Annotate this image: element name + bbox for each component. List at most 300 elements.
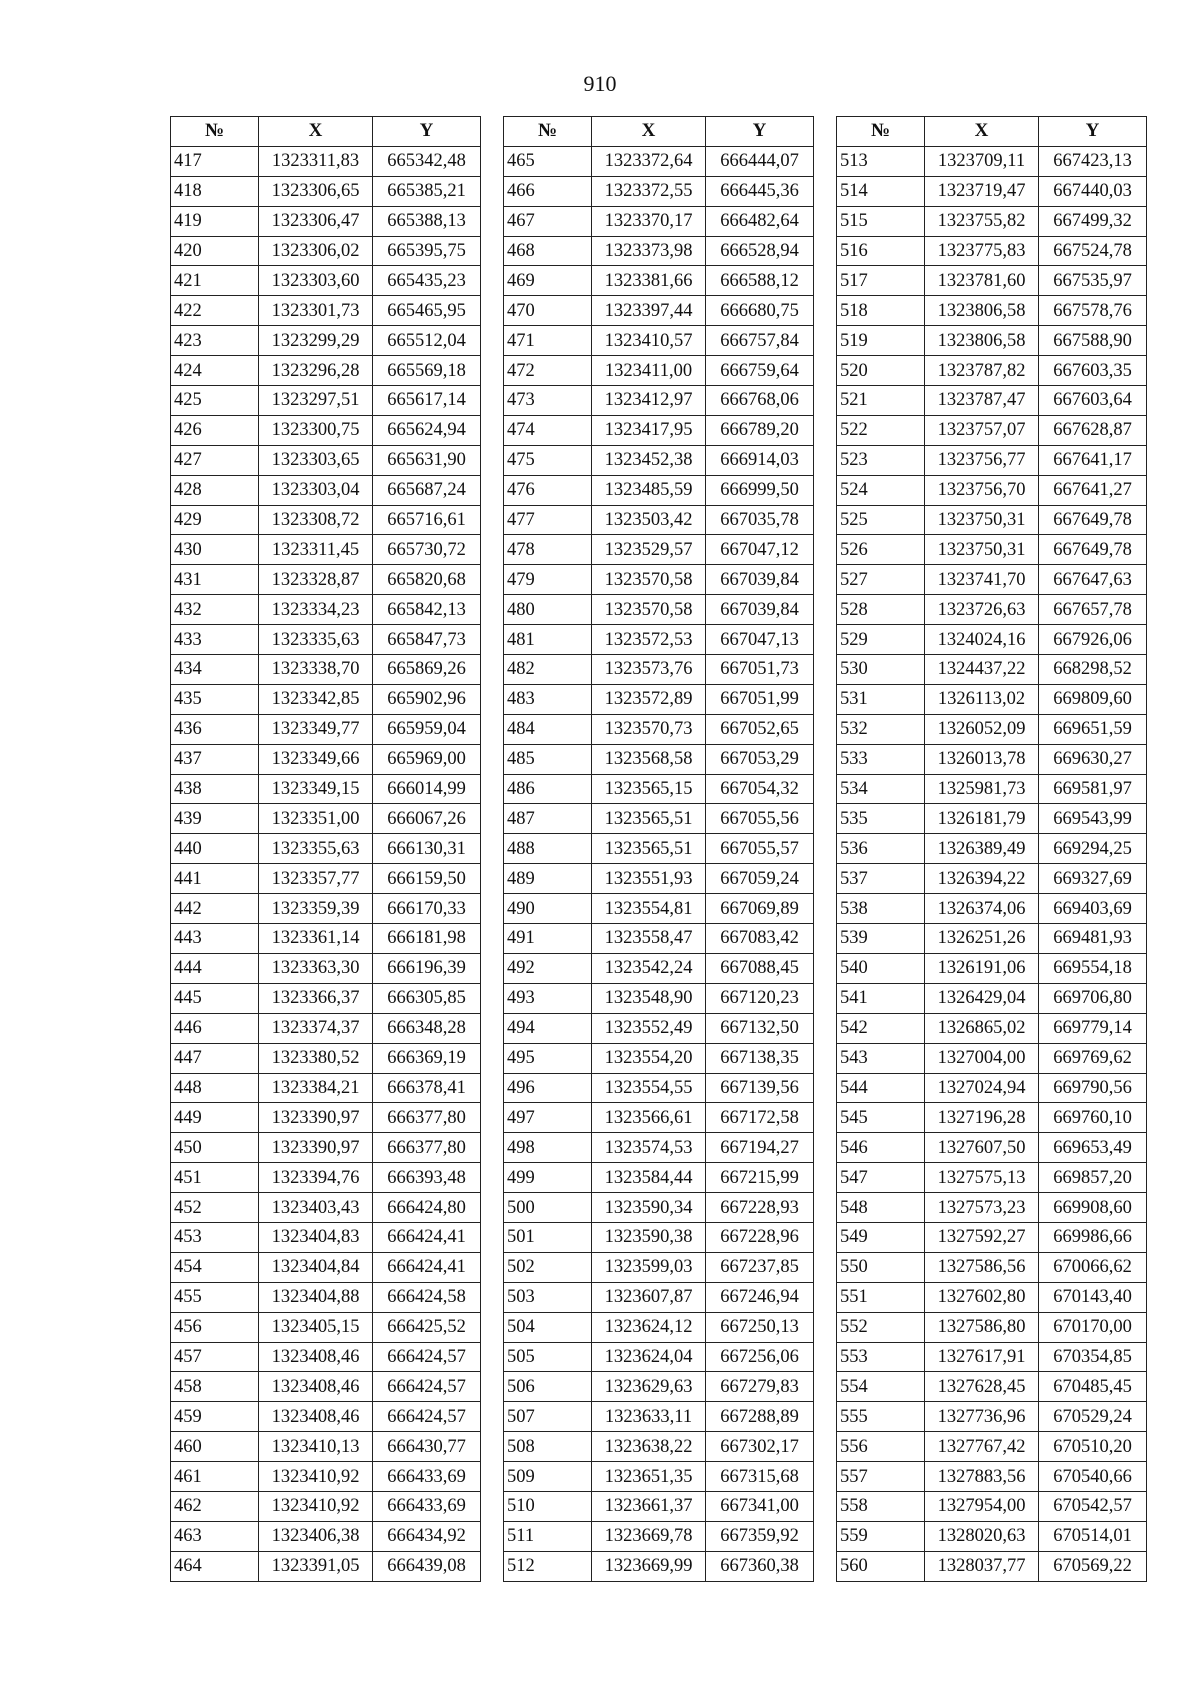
cell-number: 557 — [837, 1462, 925, 1492]
cell-y: 669986,66 — [1039, 1222, 1147, 1252]
cell-x: 1323306,47 — [259, 206, 373, 236]
table-row — [837, 625, 1147, 655]
cell-x: 1326394,22 — [925, 864, 1039, 894]
cell-y: 670529,24 — [1039, 1402, 1147, 1432]
cell-y: 665959,04 — [373, 714, 481, 744]
cell-y: 667499,32 — [1039, 206, 1147, 236]
cell-number: 480 — [504, 595, 592, 625]
cell-y: 665388,13 — [373, 206, 481, 236]
table-row — [171, 894, 481, 924]
table-row — [837, 1073, 1147, 1103]
cell-number: 452 — [171, 1193, 259, 1223]
cell-number: 444 — [171, 953, 259, 983]
cell-x: 1323390,97 — [259, 1103, 373, 1133]
cell-x: 1323394,76 — [259, 1163, 373, 1193]
cell-x: 1323370,17 — [592, 206, 706, 236]
cell-y: 667215,99 — [706, 1163, 814, 1193]
table-row — [171, 1402, 481, 1432]
cell-x: 1326113,02 — [925, 684, 1039, 714]
cell-y: 665716,61 — [373, 505, 481, 535]
table-row — [837, 595, 1147, 625]
table-row — [837, 1133, 1147, 1163]
cell-x: 1323373,98 — [592, 236, 706, 266]
cell-number: 482 — [504, 655, 592, 685]
cell-number: 551 — [837, 1282, 925, 1312]
cell-y: 665435,23 — [373, 266, 481, 296]
cell-y: 669779,14 — [1039, 1013, 1147, 1043]
cell-x: 1323726,63 — [925, 595, 1039, 625]
table-row — [504, 505, 814, 535]
table-row — [504, 445, 814, 475]
table-row — [504, 386, 814, 416]
cell-y: 665687,24 — [373, 475, 481, 505]
cell-x: 1326013,78 — [925, 744, 1039, 774]
cell-y: 667440,03 — [1039, 176, 1147, 206]
table-row — [837, 1013, 1147, 1043]
table-row — [504, 415, 814, 445]
cell-y: 667228,96 — [706, 1222, 814, 1252]
cell-x: 1323328,87 — [259, 565, 373, 595]
cell-number: 418 — [171, 176, 259, 206]
cell-y: 669706,80 — [1039, 983, 1147, 1013]
cell-y: 667647,63 — [1039, 565, 1147, 595]
cell-number: 462 — [171, 1491, 259, 1521]
cell-y: 670066,62 — [1039, 1252, 1147, 1282]
table-row — [171, 146, 481, 176]
cell-number: 506 — [504, 1372, 592, 1402]
cell-y: 666757,84 — [706, 326, 814, 356]
table-row — [837, 1163, 1147, 1193]
cell-y: 667055,57 — [706, 834, 814, 864]
cell-y: 666444,07 — [706, 146, 814, 176]
cell-x: 1323566,61 — [592, 1103, 706, 1133]
cell-number: 541 — [837, 983, 925, 1013]
table-row — [171, 1462, 481, 1492]
cell-x: 1325981,73 — [925, 774, 1039, 804]
cell-x: 1327607,50 — [925, 1133, 1039, 1163]
cell-x: 1323741,70 — [925, 565, 1039, 595]
table-row — [837, 953, 1147, 983]
cell-y: 667360,38 — [706, 1551, 814, 1581]
cell-number: 417 — [171, 146, 259, 176]
cell-x: 1323565,15 — [592, 774, 706, 804]
cell-number: 512 — [504, 1551, 592, 1581]
cell-x: 1323558,47 — [592, 924, 706, 954]
table-row — [837, 356, 1147, 386]
cell-y: 670170,00 — [1039, 1312, 1147, 1342]
cell-x: 1323381,66 — [592, 266, 706, 296]
cell-x: 1323397,44 — [592, 296, 706, 326]
cell-y: 666482,64 — [706, 206, 814, 236]
cell-y: 666067,26 — [373, 804, 481, 834]
cell-y: 666789,20 — [706, 415, 814, 445]
table-row — [171, 505, 481, 535]
cell-x: 1323306,02 — [259, 236, 373, 266]
cell-y: 666430,77 — [373, 1432, 481, 1462]
cell-y: 667250,13 — [706, 1312, 814, 1342]
table-row — [504, 176, 814, 206]
cell-number: 522 — [837, 415, 925, 445]
cell-x: 1323405,15 — [259, 1312, 373, 1342]
cell-number: 535 — [837, 804, 925, 834]
cell-number: 456 — [171, 1312, 259, 1342]
cell-y: 669857,20 — [1039, 1163, 1147, 1193]
cell-number: 534 — [837, 774, 925, 804]
table-row — [837, 714, 1147, 744]
table-row — [504, 1043, 814, 1073]
cell-number: 529 — [837, 625, 925, 655]
cell-y: 667246,94 — [706, 1282, 814, 1312]
cell-number: 469 — [504, 266, 592, 296]
cell-number: 498 — [504, 1133, 592, 1163]
cell-x: 1323584,44 — [592, 1163, 706, 1193]
cell-y: 667649,78 — [1039, 505, 1147, 535]
cell-number: 533 — [837, 744, 925, 774]
cell-x: 1323404,83 — [259, 1222, 373, 1252]
table-row — [837, 1193, 1147, 1223]
column-header-number: № — [837, 117, 925, 147]
table-row — [171, 475, 481, 505]
cell-x: 1323756,77 — [925, 445, 1039, 475]
table-row — [837, 1491, 1147, 1521]
cell-y: 667926,06 — [1039, 625, 1147, 655]
table-row — [504, 146, 814, 176]
cell-y: 667237,85 — [706, 1252, 814, 1282]
cell-number: 436 — [171, 714, 259, 744]
cell-number: 420 — [171, 236, 259, 266]
cell-y: 666170,33 — [373, 894, 481, 924]
cell-x: 1327575,13 — [925, 1163, 1039, 1193]
table-row — [837, 326, 1147, 356]
table-row — [171, 1252, 481, 1282]
coordinates-table-3 — [836, 116, 1147, 1582]
cell-number: 457 — [171, 1342, 259, 1372]
table-row — [837, 804, 1147, 834]
cell-number: 556 — [837, 1432, 925, 1462]
cell-number: 531 — [837, 684, 925, 714]
cell-number: 430 — [171, 535, 259, 565]
cell-y: 670514,01 — [1039, 1521, 1147, 1551]
cell-y: 667228,93 — [706, 1193, 814, 1223]
cell-number: 504 — [504, 1312, 592, 1342]
table-row — [171, 684, 481, 714]
cell-number: 470 — [504, 296, 592, 326]
cell-number: 507 — [504, 1402, 592, 1432]
cell-x: 1323554,20 — [592, 1043, 706, 1073]
cell-y: 666181,98 — [373, 924, 481, 954]
cell-number: 521 — [837, 386, 925, 416]
cell-x: 1323554,55 — [592, 1073, 706, 1103]
cell-y: 666369,19 — [373, 1043, 481, 1073]
cell-number: 451 — [171, 1163, 259, 1193]
cell-x: 1323380,52 — [259, 1043, 373, 1073]
cell-x: 1327736,96 — [925, 1402, 1039, 1432]
cell-x: 1323599,03 — [592, 1252, 706, 1282]
cell-number: 508 — [504, 1432, 592, 1462]
cell-y: 666439,08 — [373, 1551, 481, 1581]
cell-y: 667039,84 — [706, 565, 814, 595]
table-row — [504, 1103, 814, 1133]
cell-y: 665385,21 — [373, 176, 481, 206]
cell-number: 510 — [504, 1491, 592, 1521]
cell-number: 440 — [171, 834, 259, 864]
cell-number: 538 — [837, 894, 925, 924]
cell-x: 1326389,49 — [925, 834, 1039, 864]
cell-number: 524 — [837, 475, 925, 505]
cell-x: 1323750,31 — [925, 535, 1039, 565]
table-row — [171, 1163, 481, 1193]
cell-number: 455 — [171, 1282, 259, 1312]
cell-x: 1323404,84 — [259, 1252, 373, 1282]
cell-number: 437 — [171, 744, 259, 774]
cell-number: 497 — [504, 1103, 592, 1133]
cell-x: 1323410,92 — [259, 1462, 373, 1492]
cell-x: 1323806,58 — [925, 296, 1039, 326]
table-row — [171, 1282, 481, 1312]
table-header-row — [171, 117, 481, 147]
cell-y: 666433,69 — [373, 1491, 481, 1521]
cell-number: 545 — [837, 1103, 925, 1133]
cell-number: 511 — [504, 1521, 592, 1551]
table-row — [171, 415, 481, 445]
cell-x: 1323633,11 — [592, 1402, 706, 1432]
table-row — [171, 1372, 481, 1402]
cell-number: 485 — [504, 744, 592, 774]
cell-y: 669630,27 — [1039, 744, 1147, 774]
cell-x: 1323485,59 — [592, 475, 706, 505]
cell-number: 550 — [837, 1252, 925, 1282]
cell-number: 493 — [504, 983, 592, 1013]
cell-y: 667035,78 — [706, 505, 814, 535]
cell-y: 669908,60 — [1039, 1193, 1147, 1223]
cell-number: 549 — [837, 1222, 925, 1252]
table-row — [504, 535, 814, 565]
table-row — [837, 1222, 1147, 1252]
column-header-number: № — [504, 117, 592, 147]
cell-x: 1323357,77 — [259, 864, 373, 894]
cell-x: 1323403,43 — [259, 1193, 373, 1223]
table-row — [837, 834, 1147, 864]
cell-x: 1323565,51 — [592, 834, 706, 864]
table-row — [171, 356, 481, 386]
cell-y: 667603,64 — [1039, 386, 1147, 416]
cell-y: 666680,75 — [706, 296, 814, 326]
cell-x: 1323410,13 — [259, 1432, 373, 1462]
cell-number: 490 — [504, 894, 592, 924]
cell-x: 1323374,37 — [259, 1013, 373, 1043]
cell-x: 1323417,95 — [592, 415, 706, 445]
cell-x: 1323408,46 — [259, 1342, 373, 1372]
cell-number: 453 — [171, 1222, 259, 1252]
cell-x: 1323756,70 — [925, 475, 1039, 505]
cell-y: 667603,35 — [1039, 356, 1147, 386]
cell-x: 1323334,23 — [259, 595, 373, 625]
cell-y: 669760,10 — [1039, 1103, 1147, 1133]
cell-x: 1323755,82 — [925, 206, 1039, 236]
cell-x: 1323787,82 — [925, 356, 1039, 386]
table-row — [504, 206, 814, 236]
cell-y: 667578,76 — [1039, 296, 1147, 326]
cell-y: 669581,97 — [1039, 774, 1147, 804]
table-row — [837, 565, 1147, 595]
cell-x: 1327573,23 — [925, 1193, 1039, 1223]
table-row — [837, 1372, 1147, 1402]
cell-y: 667535,97 — [1039, 266, 1147, 296]
cell-x: 1327628,45 — [925, 1372, 1039, 1402]
table-row — [504, 625, 814, 655]
table-row — [504, 864, 814, 894]
cell-y: 667138,35 — [706, 1043, 814, 1073]
cell-number: 552 — [837, 1312, 925, 1342]
cell-number: 467 — [504, 206, 592, 236]
cell-y: 666393,48 — [373, 1163, 481, 1193]
cell-y: 665847,73 — [373, 625, 481, 655]
table-row — [837, 475, 1147, 505]
cell-number: 530 — [837, 655, 925, 685]
cell-number: 468 — [504, 236, 592, 266]
cell-x: 1323806,58 — [925, 326, 1039, 356]
cell-y: 667120,23 — [706, 983, 814, 1013]
cell-number: 502 — [504, 1252, 592, 1282]
cell-number: 443 — [171, 924, 259, 954]
cell-number: 454 — [171, 1252, 259, 1282]
cell-y: 666445,36 — [706, 176, 814, 206]
cell-x: 1323574,53 — [592, 1133, 706, 1163]
cell-number: 544 — [837, 1073, 925, 1103]
cell-y: 666425,52 — [373, 1312, 481, 1342]
cell-y: 670542,57 — [1039, 1491, 1147, 1521]
cell-x: 1323781,60 — [925, 266, 1039, 296]
table-row — [504, 924, 814, 954]
table-row — [837, 415, 1147, 445]
table-row — [171, 386, 481, 416]
table-header-row — [504, 117, 814, 147]
cell-number: 542 — [837, 1013, 925, 1043]
cell-x: 1327586,80 — [925, 1312, 1039, 1342]
cell-number: 459 — [171, 1402, 259, 1432]
table-row — [504, 1282, 814, 1312]
cell-y: 667359,92 — [706, 1521, 814, 1551]
table-row — [504, 1133, 814, 1163]
table-row — [837, 924, 1147, 954]
cell-x: 1323355,63 — [259, 834, 373, 864]
table-row — [171, 1342, 481, 1372]
cell-number: 473 — [504, 386, 592, 416]
cell-x: 1323390,97 — [259, 1133, 373, 1163]
table-row — [504, 356, 814, 386]
cell-y: 669481,93 — [1039, 924, 1147, 954]
cell-x: 1323301,73 — [259, 296, 373, 326]
cell-number: 527 — [837, 565, 925, 595]
cell-number: 442 — [171, 894, 259, 924]
table-row — [837, 535, 1147, 565]
table-row — [837, 1551, 1147, 1581]
cell-x: 1323311,83 — [259, 146, 373, 176]
table-row — [504, 1013, 814, 1043]
cell-y: 666378,41 — [373, 1073, 481, 1103]
cell-y: 669790,56 — [1039, 1073, 1147, 1103]
cell-y: 665624,94 — [373, 415, 481, 445]
table-row — [171, 266, 481, 296]
cell-y: 667649,78 — [1039, 535, 1147, 565]
table-row — [504, 1163, 814, 1193]
cell-number: 439 — [171, 804, 259, 834]
table-row — [171, 1073, 481, 1103]
column-header-x: X — [259, 117, 373, 147]
cell-number: 461 — [171, 1462, 259, 1492]
table-row — [171, 1103, 481, 1133]
table-row — [504, 1073, 814, 1103]
table-row — [837, 864, 1147, 894]
cell-number: 484 — [504, 714, 592, 744]
cell-x: 1327617,91 — [925, 1342, 1039, 1372]
cell-number: 433 — [171, 625, 259, 655]
table-row — [504, 266, 814, 296]
cell-number: 434 — [171, 655, 259, 685]
cell-x: 1323366,37 — [259, 983, 373, 1013]
cell-y: 667341,00 — [706, 1491, 814, 1521]
table-row — [837, 176, 1147, 206]
cell-y: 670485,45 — [1039, 1372, 1147, 1402]
table-row — [837, 1342, 1147, 1372]
cell-number: 466 — [504, 176, 592, 206]
cell-x: 1323661,37 — [592, 1491, 706, 1521]
cell-number: 478 — [504, 535, 592, 565]
cell-y: 665342,48 — [373, 146, 481, 176]
cell-y: 667132,50 — [706, 1013, 814, 1043]
cell-y: 667172,58 — [706, 1103, 814, 1133]
cell-number: 509 — [504, 1462, 592, 1492]
table-row — [171, 595, 481, 625]
cell-number: 488 — [504, 834, 592, 864]
cell-y: 667055,56 — [706, 804, 814, 834]
cell-x: 1323410,92 — [259, 1491, 373, 1521]
cell-x: 1323408,46 — [259, 1372, 373, 1402]
table-row — [171, 236, 481, 266]
cell-x: 1326181,79 — [925, 804, 1039, 834]
cell-y: 667039,84 — [706, 595, 814, 625]
table-row — [837, 655, 1147, 685]
column-header-number: № — [171, 117, 259, 147]
cell-number: 479 — [504, 565, 592, 595]
cell-x: 1323297,51 — [259, 386, 373, 416]
table-row — [171, 1551, 481, 1581]
cell-x: 1323372,55 — [592, 176, 706, 206]
cell-number: 523 — [837, 445, 925, 475]
cell-number: 559 — [837, 1521, 925, 1551]
cell-number: 427 — [171, 445, 259, 475]
cell-x: 1323503,42 — [592, 505, 706, 535]
cell-y: 666424,80 — [373, 1193, 481, 1223]
cell-x: 1323552,49 — [592, 1013, 706, 1043]
cell-number: 449 — [171, 1103, 259, 1133]
cell-x: 1323372,64 — [592, 146, 706, 176]
table-row — [837, 386, 1147, 416]
cell-y: 669403,69 — [1039, 894, 1147, 924]
cell-x: 1323335,63 — [259, 625, 373, 655]
table-row — [837, 445, 1147, 475]
cell-number: 435 — [171, 684, 259, 714]
table-row — [837, 266, 1147, 296]
cell-x: 1323638,22 — [592, 1432, 706, 1462]
cell-x: 1323570,73 — [592, 714, 706, 744]
cell-x: 1327196,28 — [925, 1103, 1039, 1133]
cell-y: 666424,41 — [373, 1252, 481, 1282]
cell-y: 667059,24 — [706, 864, 814, 894]
cell-x: 1323568,58 — [592, 744, 706, 774]
table-row — [171, 953, 481, 983]
cell-number: 471 — [504, 326, 592, 356]
